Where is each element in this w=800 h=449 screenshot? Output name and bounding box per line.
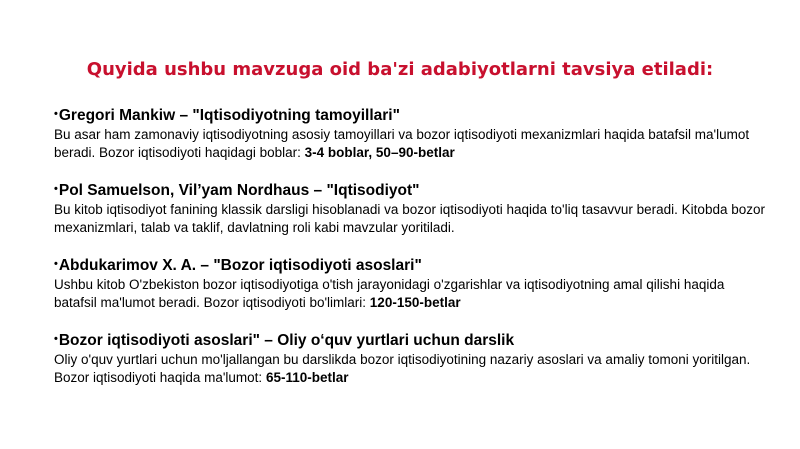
entry-heading <box>54 104 766 126</box>
entry-heading-text: Abdukarimov X. A. – "Bozor iqtisodiyoti asoslari" <box>58 257 422 274</box>
bullet-icon: • <box>54 258 58 270</box>
list-item-mankiw <box>54 104 766 162</box>
entry-description <box>54 201 766 237</box>
entry-heading <box>54 254 766 276</box>
entry-description <box>54 276 766 312</box>
entry-heading-text: Gregori Mankiw – "Iqtisodiyotning tamoyillari" <box>58 107 400 124</box>
entry-description-text: Bu kitob iqtisodiyot fanining klassik darsligi hisoblanadi va bozor iqtisodiyoti haqida to'liq tasavvur beradi. Kitobda bozor mexanizmlari, talab va taklif, davlatning roli kabi mavzular yoritiladi. <box>54 202 765 235</box>
list-item-samuelson <box>54 179 766 237</box>
bullet-icon: • <box>54 108 58 120</box>
entry-pages: 120-150-betlar <box>369 295 461 310</box>
entry-description-text: Oliy o'quv yurtlari uchun mo'ljallangan bu darslikda bozor iqtisodiyotining nazariy asoslari va amaliy tomoni yoritilgan. Bozor iqtisodiyoti haqida ma'lumot: <box>54 352 751 385</box>
entry-description <box>54 126 766 162</box>
bullet-icon: • <box>54 333 58 345</box>
slide-title: Quyida ushbu mavzuga oid ba'zi adabiyotlarni tavsiya etiladi: <box>86 59 714 80</box>
entry-heading-text: Bozor iqtisodiyoti asoslari" – Oliy o‘quv yurtlari uchun darslik <box>58 332 515 349</box>
list-item-textbook <box>54 329 766 387</box>
entry-pages: 3-4 boblar, 50–90-betlar <box>304 145 455 160</box>
entry-description-text: Bu asar ham zamonaviy iqtisodiyotning asosiy tamoyillari va bozor iqtisodiyoti mexanizmlari haqida batafsil ma'lumot beradi. Bozor iqtisodiyoti haqidagi boblar: <box>54 127 750 160</box>
entry-heading <box>54 329 766 351</box>
entry-heading-text: Pol Samuelson, Vil’yam Nordhaus – "Iqtisodiyot" <box>58 182 420 199</box>
literature-list <box>54 104 766 404</box>
list-item-abdukarimov <box>54 254 766 312</box>
entry-description <box>54 351 766 387</box>
entry-description-text: Ushbu kitob O'zbekiston bozor iqtisodiyotiga o'tish jarayonidagi o'zgarishlar va iqtisodiyotning amal qilishi haqida batafsil ma'lumot beradi. Bozor iqtisodiyoti bo'limlari: <box>54 277 725 310</box>
bullet-icon: • <box>54 183 58 195</box>
entry-heading <box>54 179 766 201</box>
entry-pages: 65-110-betlar <box>265 370 349 385</box>
